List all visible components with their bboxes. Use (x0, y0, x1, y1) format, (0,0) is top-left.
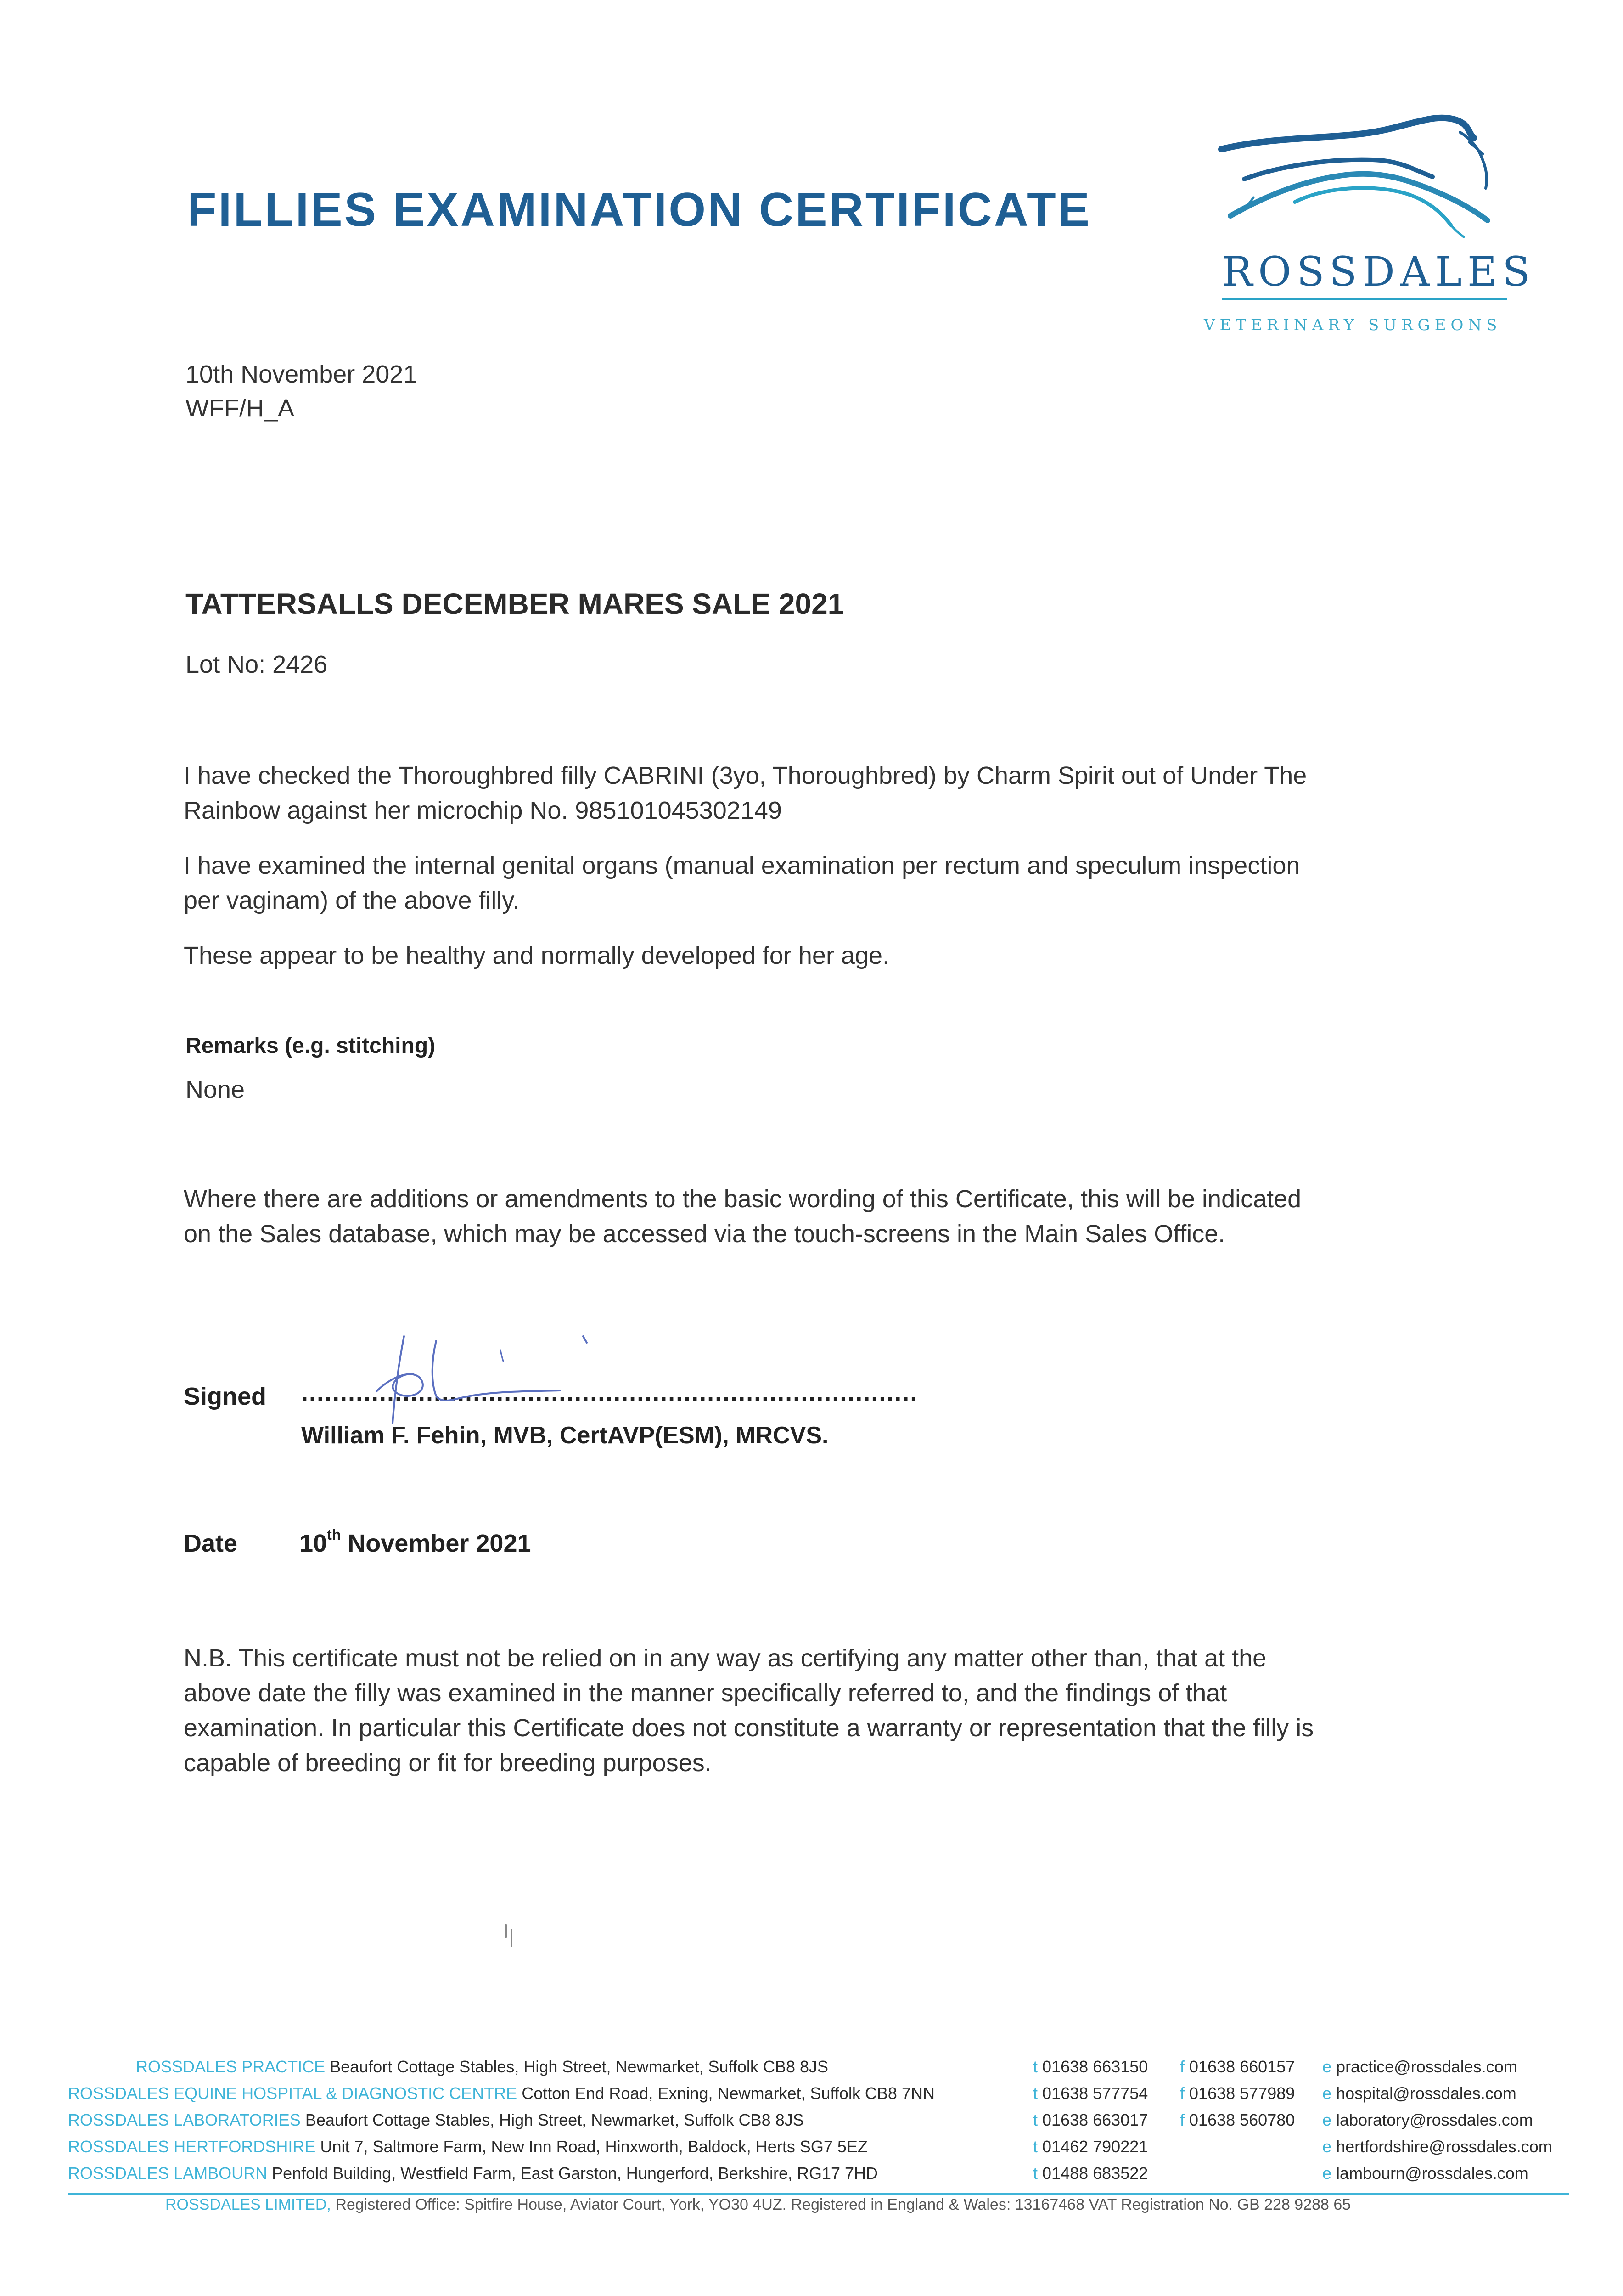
sale-title: TATTERSALLS DECEMBER MARES SALE 2021 (185, 587, 844, 620)
nb-disclaimer-line: N.B. This certificate must not be relied on in any way as certifying any matter other than, that at the (184, 1644, 1267, 1672)
lot-number: Lot No: 2426 (185, 651, 328, 678)
nb-disclaimer-line: capable of breeding or fit for breeding purposes. (184, 1749, 712, 1777)
footer-email: e hertfordshire@rossdales.com (1322, 2137, 1552, 2156)
footer-email: e hospital@rossdales.com (1322, 2084, 1516, 2103)
footer-fax: f 01638 577989 (1180, 2084, 1295, 2103)
scan-mark (511, 1929, 512, 1947)
body-paragraph-line: I have examined the internal genital organs (manual examination per rectum and speculum inspection (184, 852, 1300, 879)
footer-address: ROSSDALES LABORATORIES Beaufort Cottage Stables, High Street, Newmarket, Suffolk CB8 8JS (68, 2110, 804, 2129)
scan-mark (505, 1924, 507, 1938)
amendments-note-line: on the Sales database, which may be accessed via the touch-screens in the Main Sales Office. (184, 1220, 1225, 1248)
body-paragraph-line: These appear to be healthy and normally developed for her age. (184, 942, 890, 969)
footer-divider (68, 2193, 1569, 2195)
letter-date: 10th November 2021 (185, 360, 417, 388)
horse-logo-icon (1212, 110, 1515, 340)
letter-reference: WFF/H_A (185, 394, 294, 422)
page-title: FILLIES EXAMINATION CERTIFICATE (187, 183, 1091, 236)
footer-address: ROSSDALES HERTFORDSHIRE Unit 7, Saltmore Farm, New Inn Road, Hinxworth, Baldock, Herts SG7 5EZ (68, 2137, 868, 2156)
brand-name: ROSSDALES (1222, 248, 1536, 295)
amendments-note-line: Where there are additions or amendments to the basic wording of this Certificate, this will be indicated (184, 1185, 1302, 1213)
footer-email: e practice@rossdales.com (1322, 2057, 1517, 2076)
nb-disclaimer-line: above date the filly was examined in the manner specifically referred to, and the findings of that (184, 1679, 1227, 1707)
footer-tel: t 01638 663017 (1033, 2110, 1148, 2129)
remarks-label: Remarks (e.g. stitching) (185, 1034, 436, 1058)
registered-office: ROSSDALES LIMITED, Registered Office: Spitfire House, Aviator Court, York, YO30 4UZ. Registered in England & Wales: 13167468 VAT Registration No. GB 228 9288 65 (165, 2196, 1351, 2213)
footer-address: ROSSDALES EQUINE HOSPITAL & DIAGNOSTIC CENTRE Cotton End Road, Exning, Newmarket, Suffolk CB8 7NN (68, 2084, 935, 2103)
footer-tel: t 01638 577754 (1033, 2084, 1148, 2103)
signatory-name: William F. Fehin, MVB, CertAVP(ESM), MRCVS. (301, 1422, 829, 1449)
signature-line: ............................................................................... (301, 1379, 918, 1407)
footer-email: e lambourn@rossdales.com (1322, 2164, 1528, 2183)
handwritten-signature (367, 1322, 624, 1433)
nb-disclaimer-line: examination. In particular this Certificate does not constitute a warranty or representation that the filly is (184, 1714, 1314, 1742)
body-paragraph-line: Rainbow against her microchip No. 985101045302149 (184, 797, 782, 824)
footer-tel: t 01488 683522 (1033, 2164, 1148, 2183)
brand-subtitle: VETERINARY SURGEONS (1204, 316, 1502, 334)
footer-tel: t 01462 790221 (1033, 2137, 1148, 2156)
footer-fax: f 01638 660157 (1180, 2057, 1295, 2076)
footer-email: e laboratory@rossdales.com (1322, 2110, 1533, 2129)
date-label: Date (184, 1530, 238, 1557)
body-paragraph-line: I have checked the Thoroughbred filly CABRINI (3yo, Thoroughbred) by Charm Spirit out of Under The (184, 762, 1307, 789)
footer-address: ROSSDALES PRACTICE Beaufort Cottage Stables, High Street, Newmarket, Suffolk CB8 8JS (136, 2057, 828, 2076)
remarks-value: None (185, 1076, 245, 1103)
footer-address: ROSSDALES LAMBOURN Penfold Building, Westfield Farm, East Garston, Hungerford, Berkshire, RG17 7HD (68, 2164, 878, 2183)
certificate-date: 10th November 2021 (299, 1526, 531, 1557)
footer-tel: t 01638 663150 (1033, 2057, 1148, 2076)
brand-underline (1222, 298, 1507, 300)
body-paragraph-line: per vaginam) of the above filly. (184, 887, 520, 914)
footer-fax: f 01638 560780 (1180, 2110, 1295, 2129)
signed-label: Signed (184, 1383, 267, 1410)
